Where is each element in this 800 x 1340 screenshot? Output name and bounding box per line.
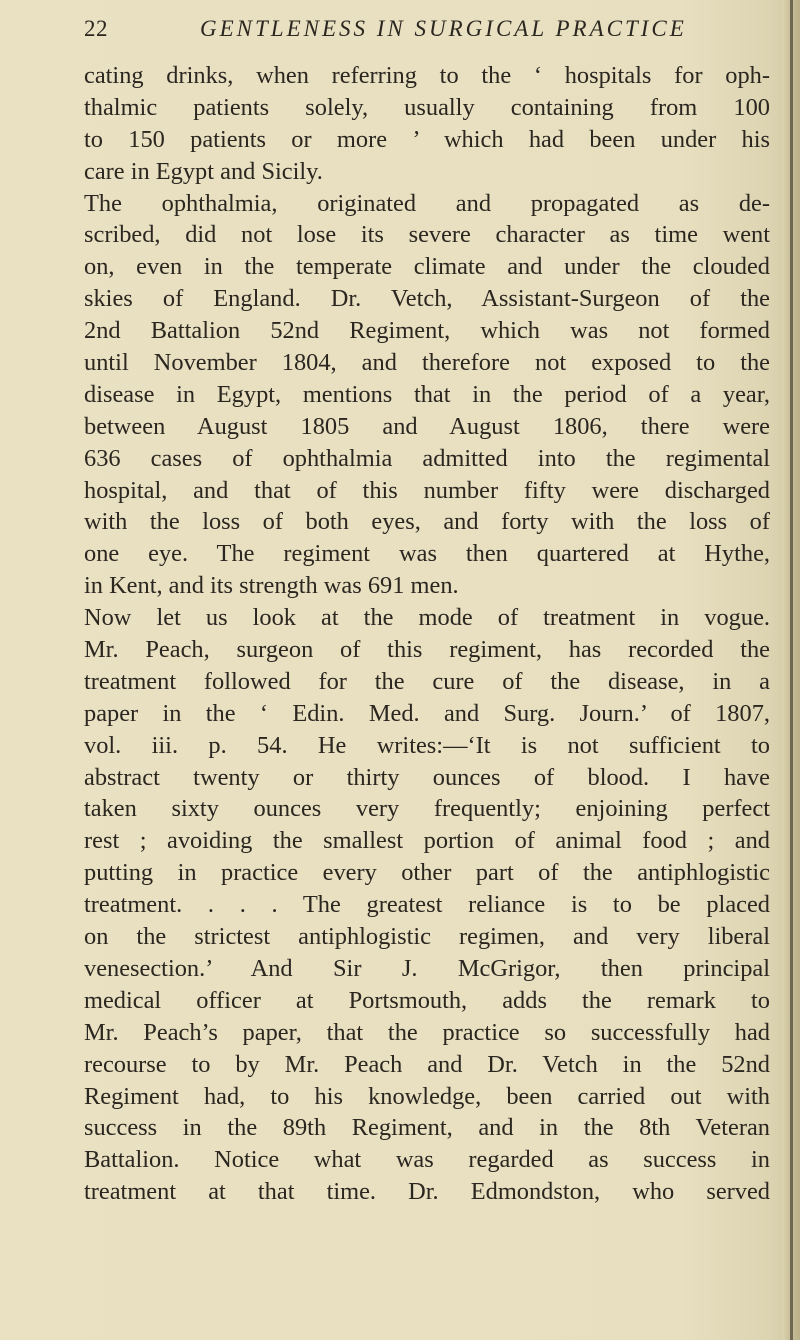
text-line: cating drinks, when referring to the ‘ hospitals for oph- — [84, 62, 770, 89]
text-line: 2nd Battalion 52nd Regiment, which was not formed — [84, 317, 770, 345]
text-line: until November 1804, and therefore not exposed to the — [84, 349, 770, 377]
text-line: on, even in the temperate climate and under the clouded — [84, 253, 770, 281]
text-line: Now let us look at the mode of treatment in vogue. — [84, 604, 770, 632]
running-title: GENTLENESS IN SURGICAL PRACTICE — [200, 16, 687, 41]
text-line: disease in Egypt, mentions that in the period of a year, — [84, 380, 770, 408]
text-line: treatment followed for the cure of the disease, in a — [84, 667, 770, 695]
binding-shadow — [790, 0, 793, 1340]
text-line: 636 cases of ophthalmia admitted into the regimental — [84, 444, 770, 472]
text-line: abstract twenty or thirty ounces of blood. I have — [84, 763, 770, 791]
text-line: to 150 patients or more ’ which had been under his — [84, 125, 770, 153]
text-line: putting in practice every other part of the antiphlogistic — [84, 859, 770, 887]
text-line: skies of England. Dr. Vetch, Assistant-Surgeon of the — [84, 285, 770, 313]
text-line: thalmic patients solely, usually containing from 100 — [84, 93, 770, 121]
text-line: recourse to by Mr. Peach and Dr. Vetch in the 52nd — [84, 1050, 770, 1078]
text-line: Mr. Peach, surgeon of this regiment, has recorded the — [84, 636, 770, 664]
text-line: The ophthalmia, originated and propagated as de- — [84, 189, 770, 217]
text-line: taken sixty ounces very frequently; enjoining perfect — [84, 795, 770, 823]
text-line: treatment. . . . The greatest reliance is to be placed — [84, 891, 770, 919]
text-line: medical officer at Portsmouth, adds the remark to — [84, 986, 770, 1014]
text-line: treatment at that time. Dr. Edmondston, who served — [84, 1178, 770, 1206]
text-line: hospital, and that of this number fifty were discharged — [84, 476, 770, 504]
page-edge — [782, 0, 800, 1340]
running-head — [84, 16, 764, 50]
text-line: one eye. The regiment was then quartered at Hythe, — [84, 540, 770, 568]
text-line: care in Egypt and Sicily. — [84, 157, 323, 185]
text-line: on the strictest antiphlogistic regimen, and very liberal — [84, 923, 770, 951]
text-line: rest ; avoiding the smallest portion of animal food ; and — [84, 827, 770, 855]
text-line: success in the 89th Regiment, and in the 8th Veteran — [84, 1114, 770, 1142]
text-line: in Kent, and its strength was 691 men. — [84, 572, 459, 600]
text-line: between August 1805 and August 1806, there were — [84, 412, 770, 440]
text-line: Regiment had, to his knowledge, been carried out with — [84, 1082, 770, 1110]
text-line: Mr. Peach’s paper, that the practice so successfully had — [84, 1018, 770, 1046]
text-line: Battalion. Notice what was regarded as success in — [84, 1146, 770, 1174]
text-line: venesection.’ And Sir J. McGrigor, then principal — [84, 954, 770, 982]
text-line: scribed, did not lose its severe character as time went — [84, 221, 770, 249]
text-line: paper in the ‘ Edin. Med. and Surg. Journ.’ of 1807, — [84, 699, 770, 727]
text-line: vol. iii. p. 54. He writes:—‘It is not sufficient to — [84, 731, 770, 759]
text-line: with the loss of both eyes, and forty with the loss of — [84, 508, 770, 536]
body-text — [84, 60, 770, 1208]
page-number: 22 — [84, 16, 108, 41]
